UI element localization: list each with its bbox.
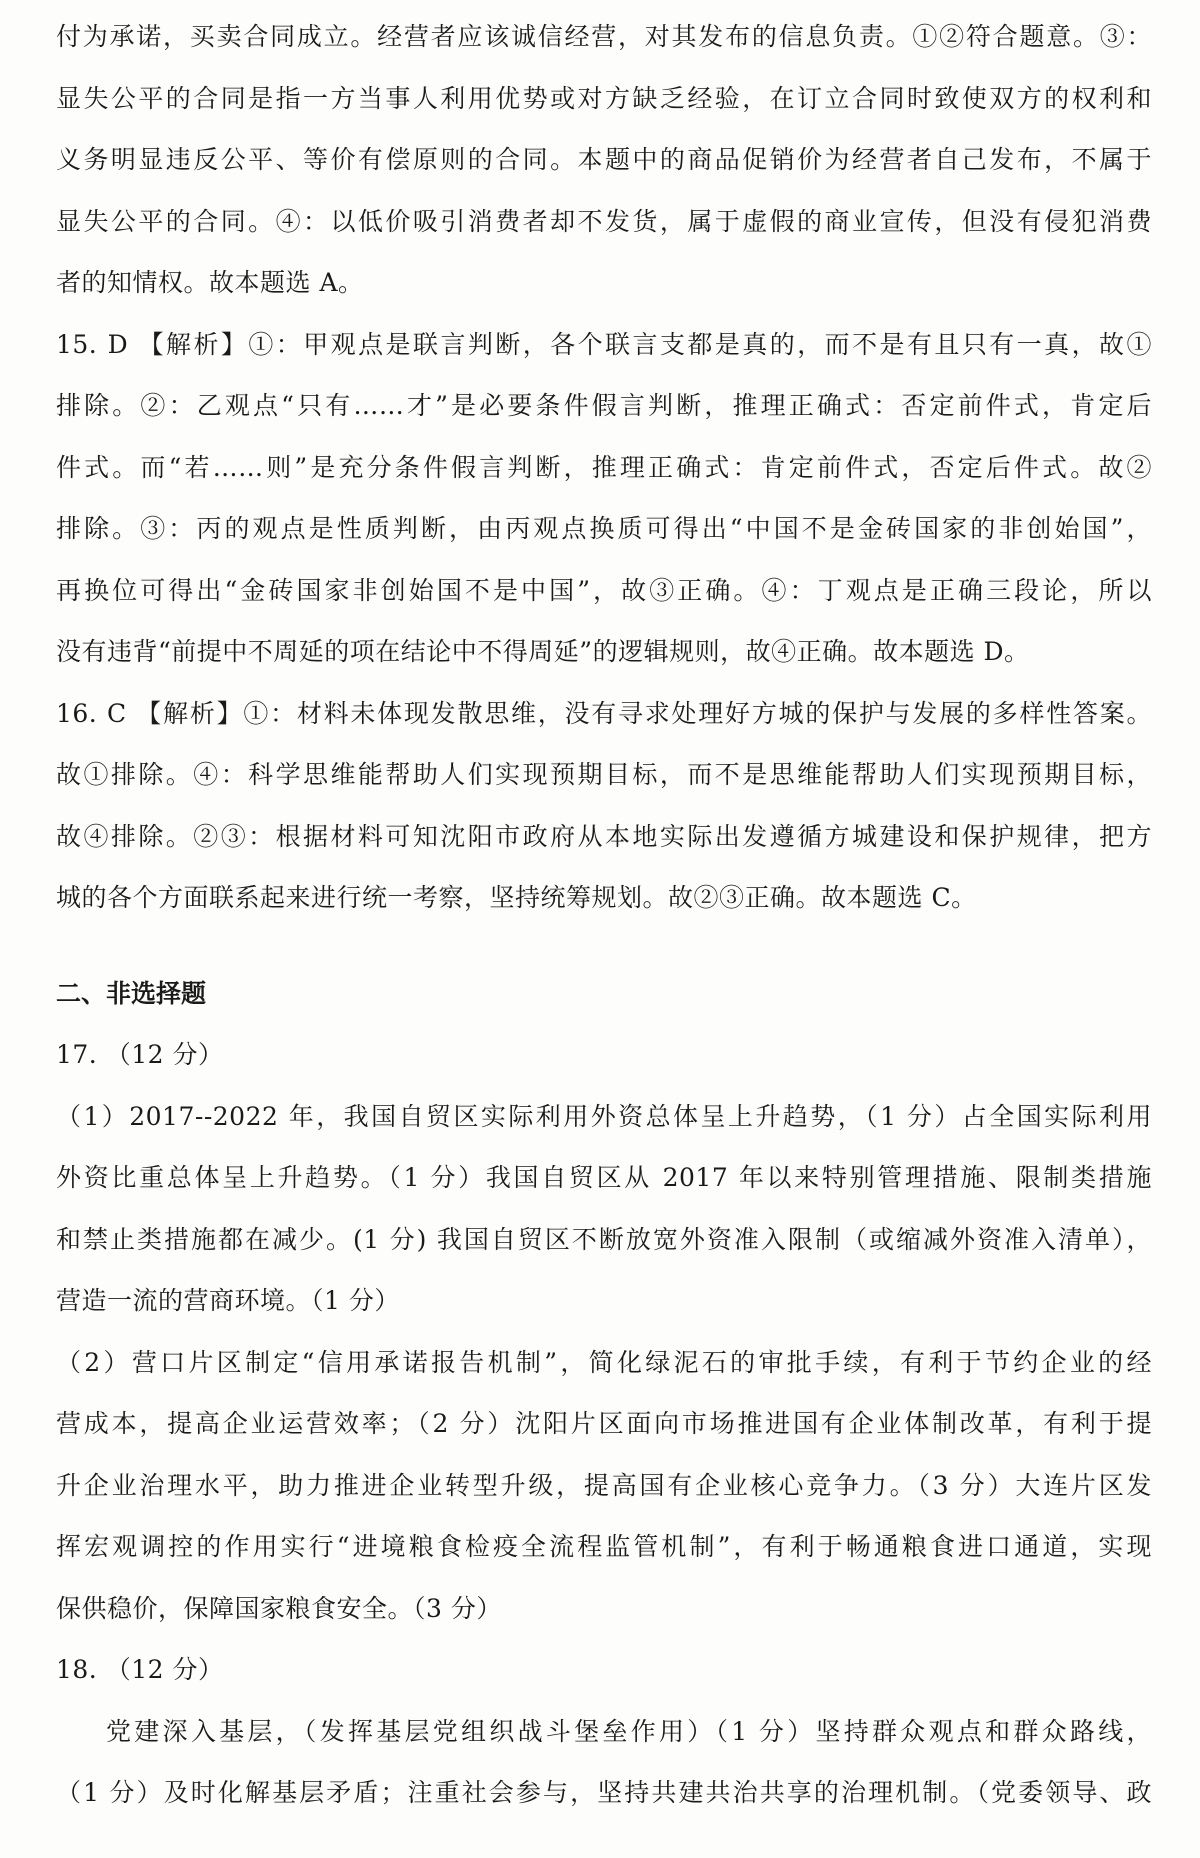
text-line: 和禁止类措施都在减少。(1 分) 我国自贸区不断放宽外资准入限制（或缩减外资准入清单），: [56, 1224, 1152, 1254]
answer-17-part-2: [56, 1332, 1152, 1640]
text-line: 付为承诺，买卖合同成立。经营者应该诚信经营，对其发布的信息负责。①②符合题意。③：: [56, 22, 1152, 51]
text-line: （1 分）及时化解基层矛盾；注重社会参与，坚持共建共治共享的治理机制。（党委领导、政: [56, 1778, 1152, 1807]
text-line: 故④排除。②③：根据材料可知沈阳市政府从本地实际出发遵循方城建设和保护规律，把方: [56, 821, 1152, 851]
text-line: 保供稳价，保障国家粮食安全。（3 分）: [56, 1593, 502, 1623]
text-line: 营成本，提高企业运营效率；（2 分）沈阳片区面向市场推进国有企业体制改革，有利于提: [56, 1409, 1152, 1438]
text-line: 显失公平的合同。④：以低价吸引消费者却不发货，属于虚假的商业宣传，但没有侵犯消费: [56, 206, 1152, 236]
text-line: 16. C 【解析】①：材料未体现发散思维，没有寻求处理好方城的保护与发展的多样性答案。: [56, 698, 1152, 728]
answer-17-part-1: [56, 1086, 1152, 1332]
section-heading: 二、非选择题: [56, 978, 207, 1008]
text-line: 没有违背“前提中不周延的项在结论中不得周延”的逻辑规则，故④正确。故本题选 D。: [56, 637, 1030, 666]
text-line: 排除。②：乙观点“只有……才”是必要条件假言判断，推理正确式：否定前件式，肯定后: [56, 391, 1152, 420]
text-line: 城的各个方面联系起来进行统一考察，坚持统筹规划。故②③正确。故本题选 C。: [56, 883, 977, 912]
answer-14-continuation: [56, 6, 1152, 314]
answer-18: [56, 1639, 1152, 1824]
question-title: 17. （12 分）: [56, 1040, 224, 1069]
text-line: 外资比重总体呈上升趋势。（1 分）我国自贸区从 2017 年以来特别管理措施、限制类措施: [56, 1163, 1152, 1192]
text-line: （2）营口片区制定“信用承诺报告机制”，简化绿泥石的审批手续，有利于节约企业的经: [56, 1347, 1152, 1377]
text-line: 营造一流的营商环境。（1 分）: [56, 1286, 400, 1315]
text-line: 挥宏观调控的作用实行“进境粮食检疫全流程监管机制”，有利于畅通粮食进口通道，实现: [56, 1532, 1152, 1561]
text-line: 15. D 【解析】①：甲观点是联言判断，各个联言支都是真的，而不是有且只有一真，故①: [56, 329, 1152, 359]
text-line: 再换位可得出“金砖国家非创始国不是中国”，故③正确。④：丁观点是正确三段论，所以: [56, 575, 1152, 605]
section-spacer: [56, 929, 1152, 963]
question-title: 18. （12 分）: [56, 1655, 224, 1684]
text-line: 排除。③：丙的观点是性质判断，由丙观点换质可得出“中国不是金砖国家的非创始国”，: [56, 514, 1152, 543]
text-line: 件式。而“若……则”是充分条件假言判断，推理正确式：肯定前件式，否定后件式。故②: [56, 452, 1152, 482]
text-line: 升企业治理水平，助力推进企业转型升级，提高国有企业核心竞争力。（3 分）大连片区发: [56, 1470, 1152, 1500]
answer-key-content: [56, 6, 1152, 1824]
text-line: 者的知情权。故本题选 A。: [56, 268, 364, 297]
text-line: 党建深入基层，（发挥基层党组织战斗堡垒作用）（1 分）坚持群众观点和群众路线，: [106, 1716, 1152, 1746]
answer-17: [56, 1024, 1152, 1639]
answer-16: [56, 683, 1152, 929]
text-line: 义务明显违反公平、等价有偿原则的合同。本题中的商品促销价为经营者自己发布，不属于: [56, 145, 1152, 174]
text-line: 显失公平的合同是指一方当事人利用优势或对方缺乏经验，在订立合同时致使双方的权利和: [56, 83, 1152, 113]
text-line: 故①排除。④：科学思维能帮助人们实现预期目标，而不是思维能帮助人们实现预期目标，: [56, 760, 1152, 789]
text-line: （1）2017--2022 年，我国自贸区实际利用外资总体呈上升趋势，（1 分）占全国实际利用: [56, 1101, 1152, 1131]
answer-15: [56, 314, 1152, 683]
